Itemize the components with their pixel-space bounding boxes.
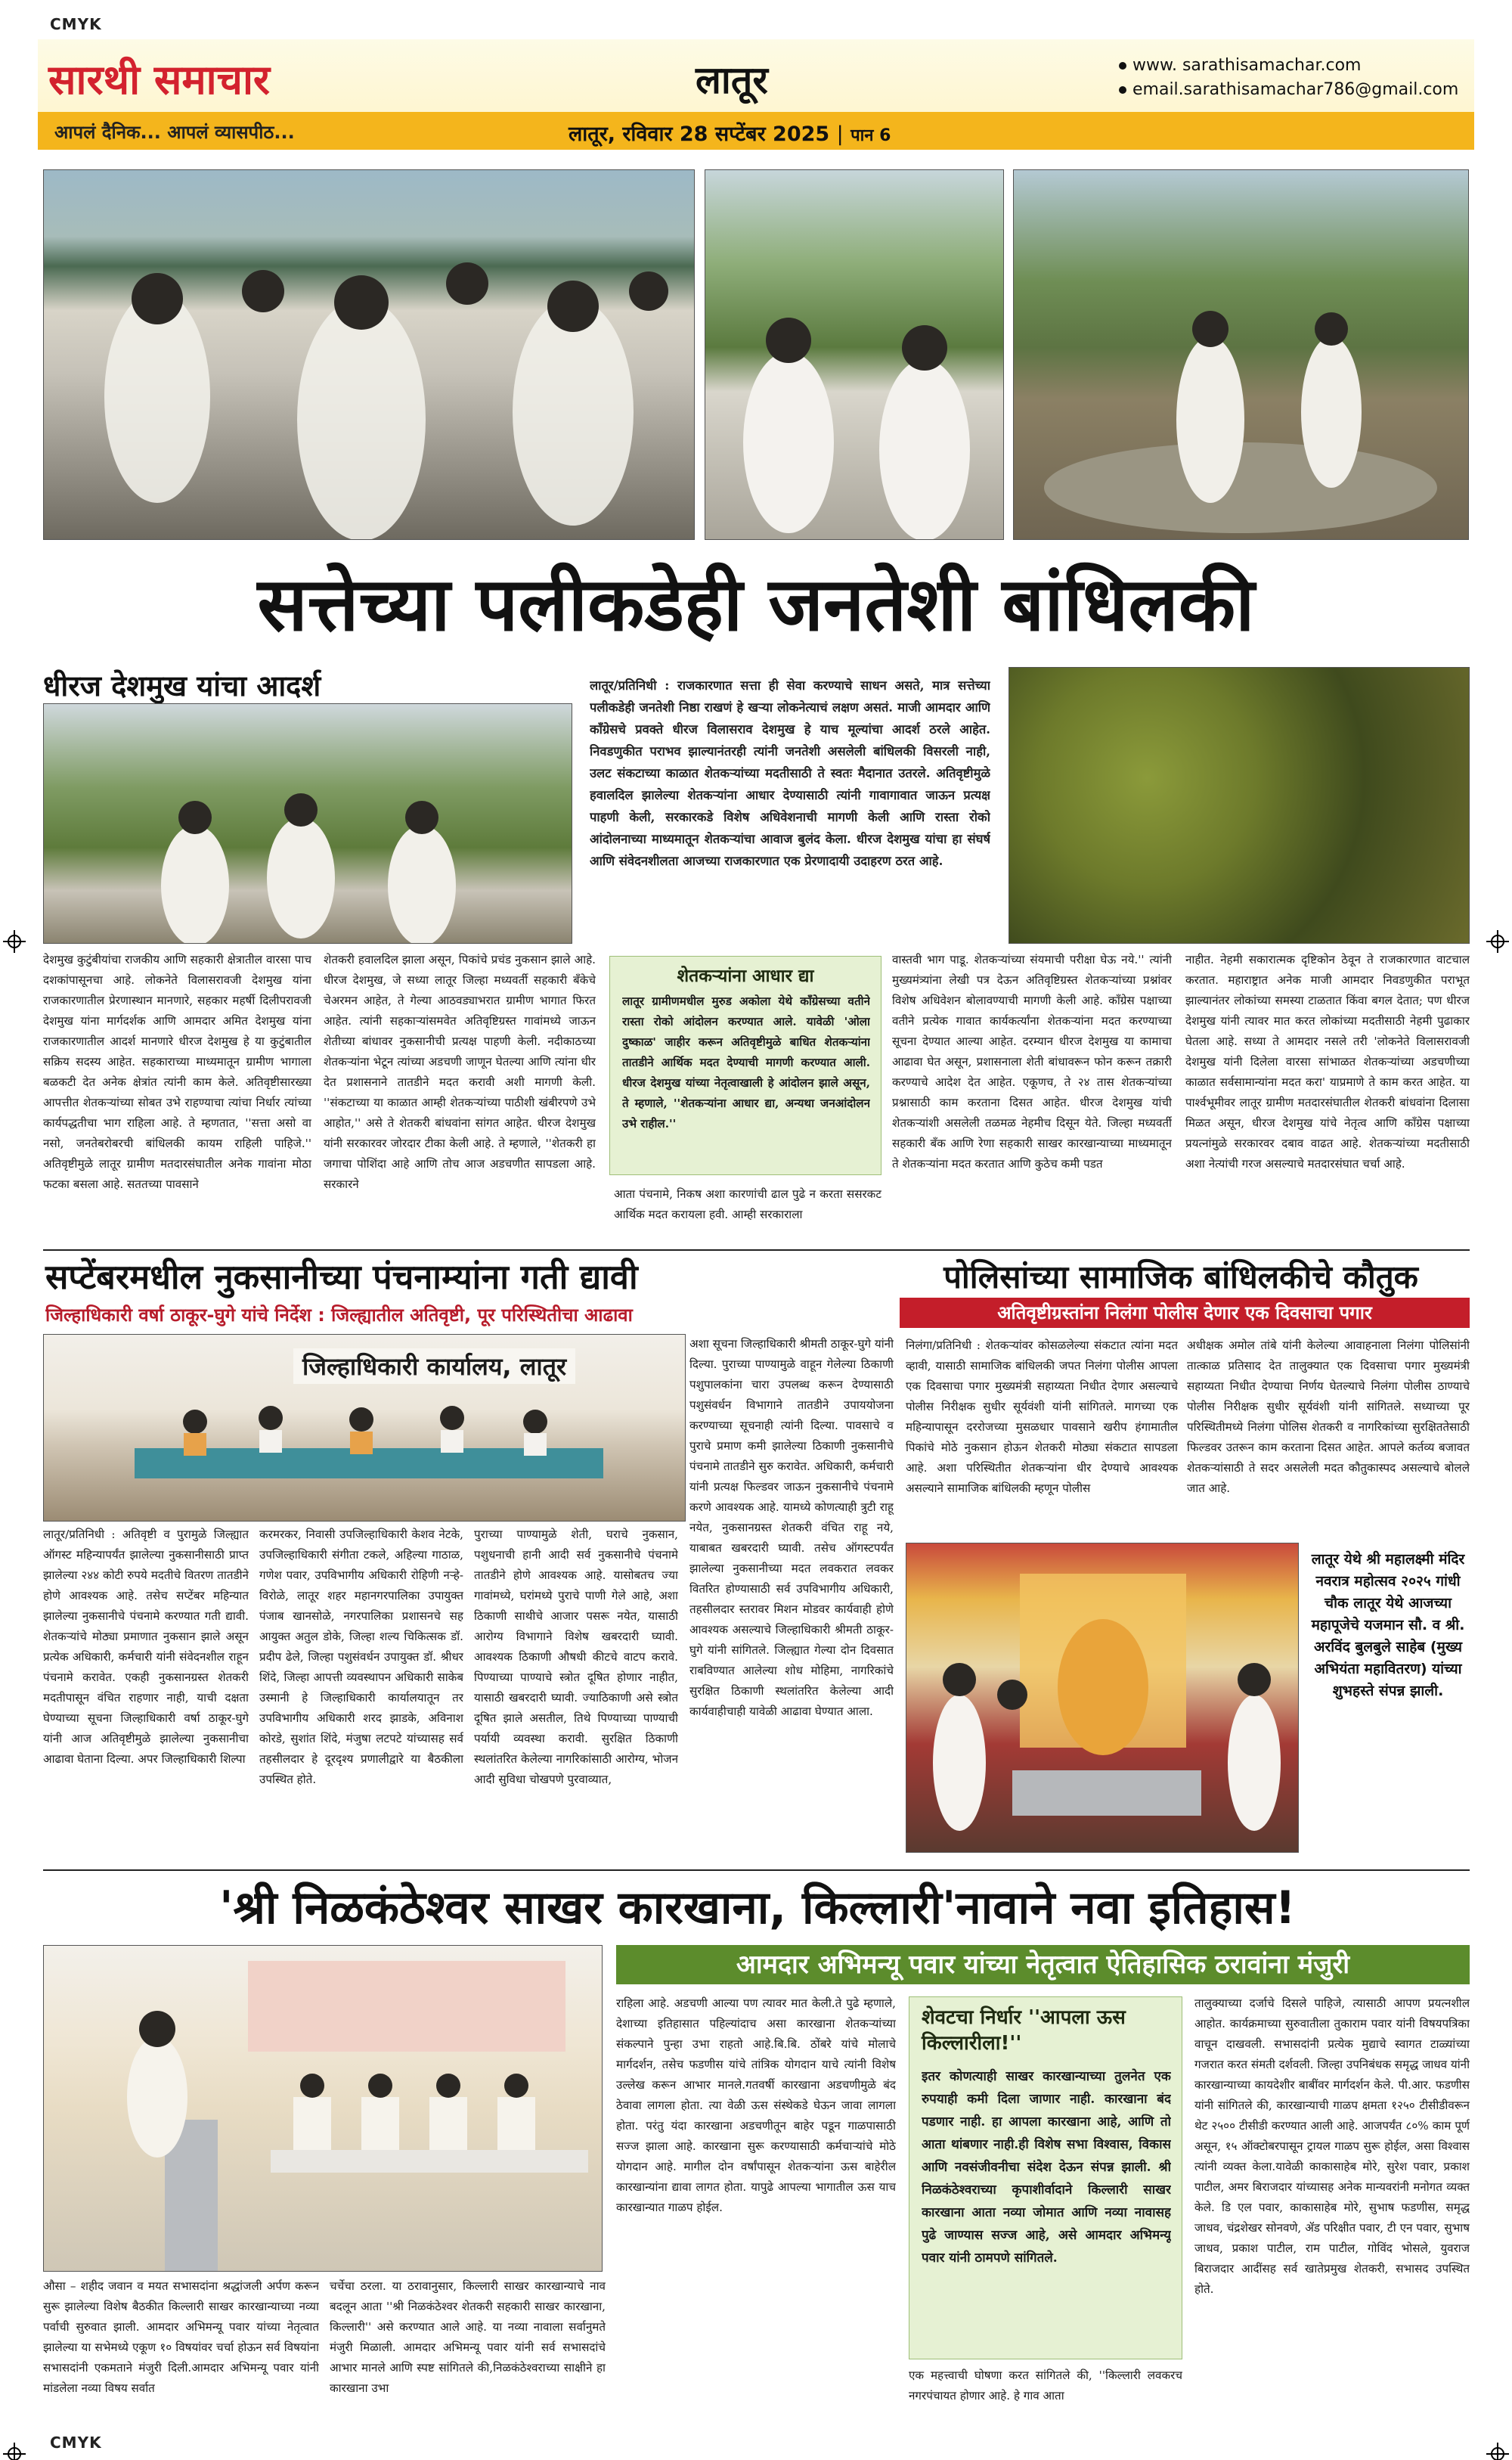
- masthead-web: www. sarathisamachar.com: [1119, 56, 1361, 75]
- story4-column-2: चर्चेचा ठरला. या ठरावानुसार, किल्लारी साखर कारखान्याचे नाव बदलून आता ''श्री निळकंठेश्वर शेतकरी सहकारी साखर कारखाना, किल्लारी'' असे करण्यात आले आहे. या नव्या नावाला सर्वानुमते मंजुरी मिळाली. आमदार अभिमन्यू पवार यांनी सर्व सभासदांचे आभार मानले आणि स्पष्ट सांगितले की,निळकंठेश्वराच्या साक्षीने हा कारखाना उभा: [330, 2279, 606, 2395]
- story3-headline: पोलिसांच्या सामाजिक बांधिलकीचे कौतुक: [943, 1258, 1418, 1295]
- story3-column-1: निलंगा/प्रतिनिधी : शेतकऱ्यांवर कोसळलेल्या संकटात त्यांना मदत व्हावी, यासाठी सामाजिक बांधिलकी जपत निलंगा पोलीस आपला एक दिवसाचा पगार मुख्यमंत्री सहाय्यता निधीत देणार असल्याचे पोलीस निरीक्षक सुधीर सूर्यवंशी यांनी सांगितले. मागच्या एक महिन्यापासून दररोजच्या मुसळधार पावसाने खरीप हंगामातील पिकांचे मोठे नुकसान होऊन शेतकरी मोठ्या संकटात सापडला आहे. अशा परिस्थितीत शेतकऱ्यांना धीर देण्याचे आवश्यक असल्याने सामाजिक बांधिलकी म्हणून पोलीस: [906, 1339, 1178, 1495]
- story1-lead: लातूर/प्रतिनिधी : राजकारणात सत्ता ही सेवा करण्याचे साधन असते, मात्र सत्तेच्या पलीकडेही जनतेशी निष्ठा राखणं हे खऱ्या लोकनेत्याचं लक्षण असतं. माजी आमदार आणि काँग्रेसचे प्रवक्ते धीरज विलासराव देशमुख हे याच मूल्यांचा आदर्श ठरले आहेत. निवडणुकीत पराभव झाल्यानंतरही त्यांनी जनतेशी असलेली बांधिलकी विसरली नाही, उलट संकटाच्या काळात शेतकऱ्यांच्या मदतीसाठी ते स्वतः मैदानात उतरले. अतिवृष्टीमुळे हवालदिल झालेल्या शेतकऱ्यांना आधार देण्यासाठी त्यांनी गावागावात जाऊन प्रत्यक्ष पाहणी केली, सरकारकडे विशेष अधिवेशनाची मागणी केली आणि रास्ता रोको आंदोलनाच्या माध्यमातून शेतकऱ्यांचा आवाज बुलंद केला. धीरज देशमुख यांचा हा संघर्ष आणि संवेदनशीलता आजच्या राजकारणात एक प्रेरणादायी उदाहरण ठरत आहे.: [590, 678, 990, 868]
- story4-column-1: औसा – शहीद जवान व मयत सभासदांना श्रद्धांजली अर्पण करून सुरू झालेल्या विशेष बैठकीत किल्लारी साखर कारखान्याच्या नव्या पर्वाची सुरुवात झाली. आमदार अभिमन्यू पवार यांच्या नेतृत्वात झालेल्या या सभेमध्ये एकूण १० विषयांवर चर्चा होऊन सर्व विषयांना सभासदांनी एकमताने मंजुरी दिली.आमदार अभिमन्यू पवार यांनी मांडलेला नव्या विषय सर्वात: [43, 2279, 319, 2395]
- photo-field-visit: [705, 169, 1004, 540]
- masthead-email: email.sarathisamachar786@gmail.com: [1119, 80, 1458, 99]
- story2-photo-banner: जिल्हाधिकारी कार्यालय, लातूर: [293, 1348, 575, 1384]
- story4-sidebar-box: [909, 1996, 1182, 2359]
- story2-headline: सप्टेंबरमधील नुकसानीच्या पंचनाम्यांना गती द्यावी: [45, 1257, 638, 1297]
- story2-column-4: अशा सूचना जिल्हाधिकारी श्रीमती ठाकूर-घुगे यांनी दिल्या. पुराच्या पाण्यामुळे वाहून गेलेल्या ठिकाणी पशुपालकांना चारा उपलब्ध करून देण्यासाठी पशुसंवर्धन विभागाने तातडीने उपाययोजना करण्याच्या सूचनाही त्यांनी दिल्या. पावसाचे व पुराचे प्रमाण कमी झालेल्या ठिकाणी नुकसानीचे पंचनामे तातडीने सुरु करावेत. अधिकारी, कर्मचारी यांनी प्रत्यक्ष फिल्डवर जाऊन नुकसानीचे पंचनामे करणे आवश्यक आहे. यामध्ये कोणत्याही त्रुटी राहू नयेत, नुकसानग्रस्त शेतकरी वंचित राहू नये, याबाबत खबरदारी घ्यावी. तसेच ऑगस्टपर्यंत झालेल्या नुकसानीच्या मदत लवकरात लवकर वितरित होण्यासाठी सर्व उपविभागीय अधिकारी, तहसीलदार स्तरावर मिशन मोडवर कार्यवाही होणे आवश्यक असल्याचे जिल्हाधिकारी श्रीमती ठाकूर-घुगे यांनी सांगितले. जिल्ह्यात गेल्या दोन दिवसात राबविण्यात आलेल्या शोध मोहिमा, नागरिकांचे सुरक्षित ठिकाणी स्थलांतरित केलेल्या आदी कार्यवाहीचाही यावेळी आढावा घेण्यात आला.: [689, 1337, 894, 1718]
- cmyk-mark-top: CMYK: [50, 15, 102, 33]
- masthead-band: [38, 112, 1474, 150]
- story1-box-text: लातूर ग्रामीणमधील मुरुड अकोला येथे काँग्रेसच्या वतीने रास्ता रोको आंदोलन करण्यात आले. यावेळी 'ओला दुष्काळ' जाहीर करून अतिवृष्टीमुळे बाधित शेतकऱ्यांना तातडीने आर्थिक मदत देण्याची मागणी करण्यात आली. धीरज देशमुख यांच्या नेतृत्वाखाली हे आंदोलन झाले असून, ते म्हणाले, ''शेतकऱ्यांना आधार द्या, अन्यथा जनआंदोलन उभे राहील.'': [622, 994, 870, 1131]
- story4-column-3: राहिला आहे. अडचणी आल्या पण त्यावर मात केली.ते पुढे म्हणाले, देशाच्या इतिहासात पहिल्यांदाच असा कारखाना शेतकऱ्यांच्या संकल्पाने पुन्हा उभा राहतो आहे.बि.बि. ठोंबरे यांचे मोलाचे मार्गदर्शन, तसेच फडणीस यांचे तांत्रिक योगदान याचे त्यांनी विशेष उल्लेख करून आभार मानले.गतवर्षी कारखाना अडचणीमुळे बंद ठेवावा लागला होता. त्या वेळी ऊस संस्थेकडे घेऊन जावा लागला होता. परंतु यंदा कारखाना अडचणीतून बाहेर पडून गाळपासाठी सज्ज झाला आहे. कारखाना सुरू करण्यासाठी कर्मचाऱ्यांचे मोठे योगदान आहे. मागील दोन वर्षांपासून शेतकऱ्यांना ऊस बाहेरील कारखान्यांना द्यावा लागत होता. यापुढे आपल्या भागातील ऊस याच कारखान्यात गाळप होईल.: [616, 1996, 896, 2214]
- registration-mark-left: [3, 930, 26, 953]
- masthead-brand: सारथी समाचार: [48, 55, 271, 104]
- story2-column-1: लातूर/प्रतिनिधी : अतिवृष्टी व पुरामुळे जिल्ह्यात ऑगस्ट महिन्यापर्यंत झालेल्या नुकसानीसाठी प्राप्त झालेल्या २४४ कोटी रुपये मदतीचे वितरण तातडीने होणे आवश्यक आहे. तसेच सप्टेंबर महिन्यात झालेल्या नुकसानीचे पंचनामे करण्यात गती द्यावी. शेतकऱ्यांचे मोठ्या प्रमाणात नुकसान झाले असून प्रत्येक अधिकारी, कर्मचारी यांनी संवेदनशील राहून पंचनामे करावेत. एकही नुकसानग्रस्त शेतकरी मदतीपासून वंचित राहणार नाही, याची दक्षता घेण्याच्या सूचना जिल्हाधिकारी वर्षा ठाकूर-घुगे यांनी आज अतिवृष्टीमुळे झालेल्या नुकसानीचा आढावा घेताना दिल्या. अपर जिल्हाधिकारी शिल्पा: [43, 1528, 249, 1766]
- story2-subhead: जिल्हाधिकारी वर्षा ठाकूर-घुगे यांचे निर्देश : जिल्ह्यातील अतिवृष्टी, पूर परिस्थितीचा आढावा: [45, 1304, 633, 1326]
- photo-collector-meeting: [43, 1334, 686, 1522]
- registration-mark-right: [1486, 930, 1509, 953]
- story1-column-1: देशमुख कुटुंबीयांचा राजकीय आणि सहकारी क्षेत्रातील वारसा पाच दशकांपासूनचा आहे. लोकनेते विलासरावजी देशमुख यांना राजकारणातील प्रेरणास्थान मानणारे, सहकार महर्षी दिलीपरावजी देशमुख यांना मार्गदर्शक आणि आमदार अमित देशमुख यांना राजकारणातील आदर्श मानणारे धीरज देशमुख हे या कुटुंबातील सक्रिय सदस्य आहेत. सहकाराच्या माध्यमातून ग्रामीण भागाला बळकटी देत अनेक क्षेत्रांत त्यांनी काम केले. अतिवृष्टीसारख्या आपत्तीत शेतकऱ्यांच्या सोबत उभे राहण्याचा त्यांचा निर्धार त्यांच्या कार्यपद्धतीचा भाग राहिला आहे. ते म्हणतात, ''सत्ता असो वा नसो, जनतेबरोबरची बांधिलकी कायम राहिली पाहिजे.'' अतिवृष्टीमुळे लातूर ग्रामीण मतदारसंघातील अनेक गावांना मोठा फटका बसला आहे. सततच्या पावसाने: [43, 953, 311, 1191]
- story3-column-2: अधीक्षक अमोल तांबे यांनी केलेल्या आवाहनाला निलंगा पोलिसांनी तात्काळ प्रतिसाद देत तालुक्यात एक दिवसाचा पगार मुख्यमंत्री सहाय्यता निधीत देण्याचा निर्णय घेतल्याचे निलंगा पोलीस ठाण्याचे पोलीस निरीक्षक सुधीर सूर्यवंशी यांनी सांगितले. सध्याच्या पूर परिस्थितीमध्ये निलंगा पोलिस शेतकरी व नागरिकांच्या सुरक्षिततेसाठी फिल्डवर उतरून काम करताना दिसत आहेत. आपले कर्तव्य बजावत शेतकऱ्यांसाठी ते सदर असलेली मदत कौतुकास्पद असल्याचे बोलले जात आहे.: [1187, 1339, 1470, 1495]
- photo-sugar-factory-meeting: [43, 1945, 603, 2272]
- registration-mark-bottom-right: [1486, 2443, 1509, 2460]
- photo-flood-inspection-crowd: [43, 169, 695, 540]
- registration-mark-bottom-left: [3, 2443, 26, 2460]
- story4-headline: 'श्री निळकंठेश्वर साखर कारखाना, किल्लारी'नावाने नवा इतिहास!: [219, 1881, 1296, 1934]
- story1-box-title: शेतकऱ्यांना आधार द्या: [677, 966, 814, 986]
- photo-damaged-crop: [1009, 667, 1470, 944]
- story1-column-3-tail: आता पंचनामे, निकष अशा कारणांची ढाल पुढे न करता ससरकट आर्थिक मदत करायला हवी. आम्ही सरकाराला: [614, 1187, 881, 1221]
- photo-farmers-meeting: [43, 703, 572, 944]
- photo-muddy-path: [1013, 169, 1469, 540]
- story4-subhead: आमदार अभिमन्यू पवार यांच्या नेतृत्वात ऐतिहासिक ठरावांना मंजुरी: [616, 1945, 1470, 1984]
- story1-column-5: नाहीत. नेहमी सकारात्मक दृष्टिकोन ठेवून ते राजकारणात वाटचाल करतात. महाराष्ट्रात अनेक माजी आमदार निवडणुकीत पराभूत झाल्यानंतर लोकांच्या समस्या टाळतात किंवा बगल देतात; पण धीरज देशमुख यांनी त्यावर मात करत लोकांच्या मदतीसाठी नेहमी पुढाकार घेतला आहे. सध्या ते आमदार नसले तरी 'लोकनेते विलासरावजी देशमुख यांनी दिलेला वारसा सांभाळत शेतकऱ्यांच्या अडचणीच्या काळात सर्वसामान्यांना मदत करा' याप्रमाणे ते काम करत आहेत. या पार्श्वभूमीवर लातूर ग्रामीण मतदारसंघातील शेतकरी बांधवांना दिलासा मिळत असून, धीरज देशमुख यांचे नेतृत्व आणि काँग्रेस पक्षाच्या प्रयत्नांमुळे सरकारवर दबाव वाढत आहे. शेतकऱ्यांच्या मदतीसाठी अशा नेत्यांची गरज असल्याचे मतदारसंघात चर्चा आहे.: [1185, 953, 1470, 1171]
- story4-column-5: तालुक्याच्या दर्जाचे दिसले पाहिजे, त्यासाठी आपण प्रयत्नशील आहोत. कार्यक्रमाच्या सुरुवातीला तुकाराम पवार यांनी विषयपत्रिका वाचून दाखवली. सभासदांनी प्रत्येक मुद्याचे स्वागत टाळ्यांच्या गजरात करत संमती दर्शवली. जिल्हा उपनिबंधक समृद्ध जाधव यांनी कारखान्याच्या कायदेशीर बाबींवर मार्गदर्शन केले. पी.आर. फडणीस यांनी सांगितले की, कारखान्याची गाळप क्षमता १२५० टीसीडीवरून थेट २५०० टीसीडी करण्यात आली आहे. आजपर्यंत ८०% काम पूर्ण असून, १५ ऑक्टोबरपासून ट्रायल गाळप सुरू होईल, असा विश्वास त्यांनी व्यक्त केला.यावेळी काकासाहेब मोरे, सुरेश पवार, प्रकाश पाटील, अमर बिराजदार यांच्यासह अनेक मान्यवरांनी मनोगत व्यक्त केले. डि एल पवार, काकासाहेब मोरे, सुभाष फडणीस, समृद्ध जाधव, चंद्रशेखर सोनवणे, ॲड परिक्षीत पवार, टी एन पवार, सुभाष जाधव, प्रकाश पाटील, राम पाटील, गोविंद भोसले, युवराज बिराजदार आदींसह सर्व खातेप्रमुख शेतकरी, सभासद उपस्थित होते.: [1194, 1996, 1470, 2296]
- story2-column-3: पुराच्या पाण्यामुळे शेती, घराचे नुकसान, पशुधनाची हानी आदी सर्व नुकसानीचे पंचनामे तातडीने होणे आवश्यक आहे. यासोबतच ज्या गावांमध्ये, घरांमध्ये पुराचे पाणी गेले आहे, अशा ठिकाणी साथीचे आजार पसरू नयेत, यासाठी आरोग्य विभागाने विशेष खबरदारी घ्यावी. आवश्यक ठिकाणी औषधी कीटचे वाटप करावे. पिण्याच्या पाण्याचे स्त्रोत दूषित होणार नाहीत, यासाठी खबरदारी घ्यावी. ज्याठिकाणी असे स्त्रोत दूषित झाले असतील, तिथे पिण्याच्या पाण्याची पर्यायी व्यवस्था करावी. सुरक्षित ठिकाणी स्थलांतरित केलेल्या नागरिकांसाठी आरोग्य, भोजन आदी सुविधा चोखपणे पुरवाव्यात,: [474, 1528, 678, 1786]
- story1-headline: सत्तेच्या पलीकडेही जनतेशी बांधिलकी: [257, 562, 1255, 648]
- story4-box-title: शेवटचा निर्धार ''आपला ऊस किल्लारीला!'': [922, 2006, 1126, 2055]
- bullet-icon: [1119, 62, 1126, 70]
- masthead-tagline: आपलं दैनिक... आपलं व्यासपीठ...: [54, 122, 295, 143]
- story1-column-2: शेतकरी हवालदिल झाला असून, पिकांचे प्रचंड नुकसान झाले आहे. धीरज देशमुख, जे सध्या लातूर जिल्हा मध्यवर्ती सहकारी बँकेचे चेअरमन आहेत, ते गेल्या आठवड्याभरात ग्रामीण भागात फिरत आहेत. त्यांनी सहकाऱ्यांसमवेत अतिवृष्टिग्रस्त गावांमध्ये जाऊन शेतीच्या बांधावर नुकसानीची प्रत्यक्ष पाहणी केली. नदीकाठच्या शेतकऱ्यांना भेटून त्यांच्या अडचणी जाणून घेतल्या आणि त्यांना धीर देत प्रशासनाने तातडीने मदत करावी अशी मागणी केली. ''संकटाच्या या काळात आम्ही शेतकऱ्यांच्या पाठीशी खंबीरपणे उभे आहोत,'' असे ते शेतकरी बांधवांना सांगत आहेत. धीरज देशमुख यांनी सरकारवर जोरदार टीका केली आहे. ते म्हणाले, ''शेतकरी हा जगाचा पोशिंदा आहे आणि तोच आज अडचणीत सापडला आहे. सरकारने: [324, 953, 596, 1191]
- story3-subhead: अतिवृष्टीग्रस्तांना निलंगा पोलीस देणार एक दिवसाचा पगार: [900, 1298, 1470, 1328]
- section-divider: [43, 1249, 1470, 1251]
- photo-mahalakshmi-temple: [906, 1543, 1299, 1853]
- masthead-city: लातूर: [696, 58, 768, 102]
- story1-column-4: वास्तवी भाग पाडू. शेतकऱ्यांच्या संयमाची परीक्षा घेऊ नये.'' त्यांनी मुख्यमंत्र्यांना लेखी पत्र देऊन अतिवृष्टिग्रस्त शेतकऱ्यांच्या प्रश्नांवर विशेष अधिवेशन बोलावण्याची मागणी केली आहे. काँग्रेस पक्षाच्या वतीने प्रत्येक गावात कार्यकर्त्यांना शेतकऱ्यांना मदत करण्याच्या सूचना देण्यात आल्या आहेत. दरम्यान धीरज देशमुख या कामाचा आढावा घेत असून, प्रशासनाला शेती बांधावरून फोन करून तक्रारी करण्याचे आदेश देत आहेत. एकूणच, ते २४ तास शेतकऱ्यांच्या प्रश्नासाठी काम करताना दिसत आहेत. धीरज देशमुख यांची शेतकऱ्यांशी असलेली तळमळ नेहमीच दिसून येते. जिल्हा मध्यवर्ती सहकारी बँक आणि रेणा सहकारी साखर कारखान्याच्या माध्यमातून ते शेतकऱ्यांना मदत करतात आणि कुठेच कमी पडत: [892, 953, 1172, 1171]
- masthead-dateline: लातूर, रविवार 28 सप्टेंबर 2025 | पान 6: [569, 123, 891, 146]
- story2-column-2: करमरकर, निवासी उपजिल्हाधिकारी केशव नेटके, उपजिल्हाधिकारी संगीता टकले, अहिल्या गाठाळ, गणेश पवार, उपविभागीय अधिकारी रोहिणी नऱ्हे-विरोळे, लातूर शहर महानगरपालिका उपायुक्त पंजाब खानसोळे, नगरपालिका प्रशासनचे सह आयुक्त अतुल डोके, जिल्हा शल्य चिकित्सक डॉ. प्रदीप ढेले, जिल्हा पशुसंवर्धन उपायुक्त डॉ. श्रीधर शिंदे, जिल्हा आपत्ती व्यवस्थापन अधिकारी साकेब उस्मानी हे जिल्हाधिकारी कार्यालयातून तर उपविभागीय अधिकारी शरद झाडके, अविनाश कोरडे, सुशांत शिंदे, मंजुषा लटपटे यांच्यासह सर्व तहसीलदार हे दूरदृश्य प्रणालीद्वारे या बैठकीला उपस्थित होते.: [259, 1528, 463, 1786]
- story3-photo-caption: लातूर येथे श्री महालक्ष्मी मंदिर नवरात्र महोत्सव २०२५ गांधी चौक लातूर येथे आजच्या महापूजेचे यजमान सौ. व श्री. अरविंद बुलबुले साहेब (मुख्य अभियंता महावितरण) यांच्या शुभहस्ते संपन्न झाली.: [1311, 1551, 1465, 1699]
- section-divider: [43, 1869, 1470, 1871]
- bullet-icon: [1119, 86, 1126, 94]
- story4-column-4-tail: एक महत्त्वाची घोषणा करत सांगितले की, ''किल्लारी लवकरच नगरपंचायत होणार आहे. हे गाव आता: [909, 2368, 1182, 2403]
- cmyk-mark-bottom: CMYK: [50, 2434, 102, 2452]
- masthead: [38, 39, 1474, 150]
- story1-subhead: धीरज देशमुख यांचा आदर्श: [43, 669, 321, 703]
- story4-box-text: इतर कोणत्याही साखर कारखान्याच्या तुलनेत एक रुपयाही कमी दिला जाणार नाही. कारखाना बंद पडणार नाही. हा आपला कारखाना आहे, आणि तो आता थांबणार नाही.ही विशेष सभा विश्वास, विकास आणि नवसंजीवनीचा संदेश देऊन संपन्न झाली. श्री निळकंठेश्वराच्या कृपाशीर्वादाने किल्लारी साखर कारखाना आता नव्या जोमात आणि नव्या नावासह पुढे जाण्यास सज्ज आहे, असे आमदार अभिमन्यू पवार यांनी ठामपणे सांगितले.: [922, 2069, 1171, 2266]
- story1-sidebar-box: [609, 956, 881, 1175]
